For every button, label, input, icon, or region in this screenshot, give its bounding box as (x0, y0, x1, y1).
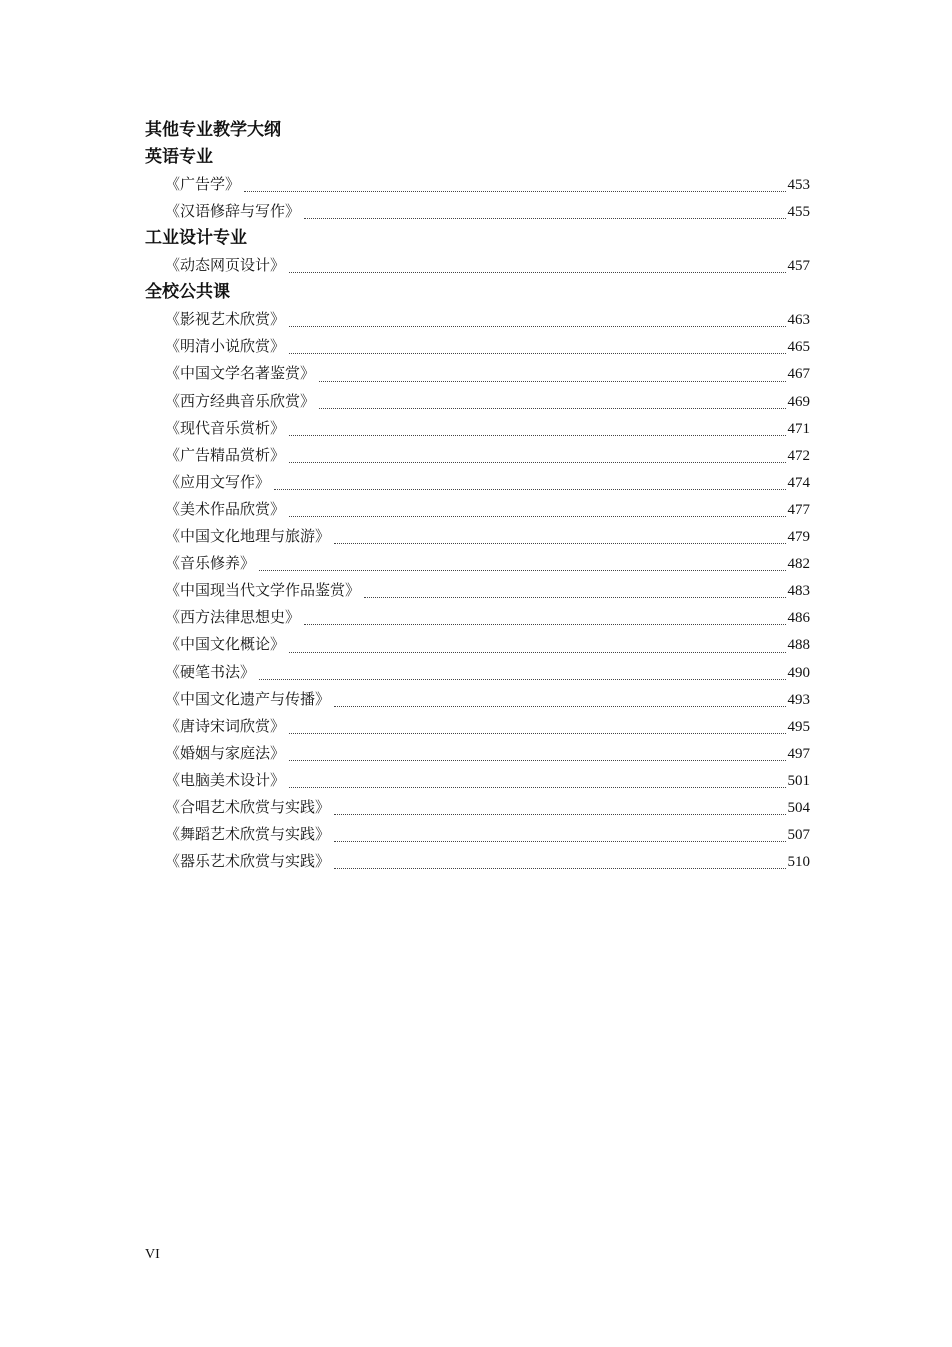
toc-entry-label: 《汉语修辞与写作》 (165, 202, 301, 221)
toc-entry[interactable] (145, 469, 810, 496)
dot-leader (319, 400, 785, 409)
dot-leader (334, 698, 785, 707)
toc-entry[interactable] (145, 306, 810, 333)
toc-entry-page: 477 (787, 501, 810, 518)
dot-leader (304, 616, 785, 625)
toc-entry-page: 482 (787, 556, 810, 573)
dot-leader (364, 589, 785, 598)
toc-entry-label: 《西方法律思想史》 (165, 608, 301, 627)
dot-leader (289, 318, 785, 327)
toc-entry-page: 474 (787, 474, 810, 491)
toc-entry-page: 483 (787, 583, 810, 600)
toc-entry[interactable] (145, 442, 810, 469)
toc-entry-label: 《中国文化遗产与传播》 (165, 689, 331, 708)
toc-entry-label: 《动态网页设计》 (165, 256, 286, 275)
toc-entry-label: 《明清小说欣赏》 (165, 337, 286, 356)
toc-entry[interactable] (145, 821, 810, 848)
toc-entry-page: 455 (787, 204, 810, 221)
toc-entry-page: 495 (787, 718, 810, 735)
dot-leader (289, 264, 785, 273)
toc-entry[interactable] (145, 360, 810, 387)
toc-entry-page: 457 (787, 258, 810, 275)
toc-entry[interactable] (145, 171, 810, 198)
dot-leader (259, 562, 785, 571)
toc-entry-page: 469 (787, 393, 810, 410)
table-of-contents (145, 117, 810, 875)
dot-leader (334, 833, 785, 842)
toc-entry-label: 《应用文写作》 (165, 472, 271, 491)
toc-entry[interactable] (145, 848, 810, 875)
toc-entry[interactable] (145, 198, 810, 225)
toc-entry-page: 493 (787, 691, 810, 708)
toc-entry-label: 《合唱艺术欣赏与实践》 (165, 797, 331, 816)
toc-entry-page: 490 (787, 664, 810, 681)
toc-entry-page: 472 (787, 447, 810, 464)
toc-entry-page: 479 (787, 529, 810, 546)
toc-entry-label: 《西方经典音乐欣赏》 (165, 391, 316, 410)
toc-entry-label: 《现代音乐赏析》 (165, 418, 286, 437)
toc-entry[interactable] (145, 388, 810, 415)
toc-entry[interactable] (145, 415, 810, 442)
toc-entry-label: 《音乐修养》 (165, 554, 256, 573)
toc-entry[interactable] (145, 550, 810, 577)
dot-leader (274, 481, 785, 490)
dot-leader (289, 454, 785, 463)
toc-entry-page: 510 (787, 854, 810, 871)
dot-leader (289, 508, 785, 517)
toc-entry-page: 463 (787, 312, 810, 329)
toc-title: 其他专业教学大纲 (145, 120, 281, 140)
toc-entry-label: 《广告学》 (165, 175, 241, 193)
toc-entry-label: 《电脑美术设计》 (165, 770, 286, 789)
toc-entry-label: 《中国现当代文学作品鉴赏》 (165, 581, 361, 600)
toc-entry-page: 507 (787, 827, 810, 844)
dot-leader (289, 345, 785, 354)
toc-entry-page: 453 (787, 177, 810, 193)
toc-entry-page: 501 (787, 772, 810, 789)
page-number: VI (145, 1247, 160, 1262)
dot-leader (259, 671, 785, 680)
toc-entry-label: 《舞蹈艺术欣赏与实践》 (165, 825, 331, 844)
toc-entry[interactable] (145, 604, 810, 631)
toc-entry-label: 《硬笔书法》 (165, 662, 256, 681)
dot-leader (289, 725, 785, 734)
section-heading: 工业设计专业 (145, 228, 247, 249)
toc-entry[interactable] (145, 740, 810, 767)
toc-entry-label: 《唐诗宋词欣赏》 (165, 716, 286, 735)
dot-leader (334, 535, 785, 544)
toc-entry-label: 《广告精品赏析》 (165, 445, 286, 464)
toc-entry[interactable] (145, 659, 810, 686)
toc-entry-page: 504 (787, 799, 810, 816)
toc-entry[interactable] (145, 496, 810, 523)
section-heading: 全校公共课 (145, 282, 230, 303)
toc-entry-page: 486 (787, 610, 810, 627)
toc-entry[interactable] (145, 794, 810, 821)
toc-entry-page: 471 (787, 420, 810, 437)
toc-entry[interactable] (145, 577, 810, 604)
section-heading: 英语专业 (145, 147, 213, 167)
dot-leader (304, 210, 785, 219)
dot-leader (319, 373, 785, 382)
dot-leader (289, 752, 785, 761)
toc-entry-label: 《器乐艺术欣赏与实践》 (165, 852, 331, 871)
dot-leader (289, 644, 785, 653)
toc-entry-label: 《中国文化概论》 (165, 635, 286, 654)
dot-leader (244, 183, 785, 192)
toc-entry-label: 《中国文化地理与旅游》 (165, 527, 331, 546)
toc-entry-label: 《影视艺术欣赏》 (165, 310, 286, 329)
toc-entry-page: 467 (787, 366, 810, 383)
dot-leader (289, 427, 785, 436)
dot-leader (334, 806, 785, 815)
toc-entry[interactable] (145, 523, 810, 550)
dot-leader (289, 779, 785, 788)
toc-entry-label: 《美术作品欣赏》 (165, 499, 286, 518)
toc-entry[interactable] (145, 631, 810, 658)
toc-entry-label: 《中国文学名著鉴赏》 (165, 364, 316, 383)
toc-entry-page: 488 (787, 637, 810, 654)
toc-entry-page: 465 (787, 339, 810, 356)
toc-entry-label: 《婚姻与家庭法》 (165, 743, 286, 762)
toc-entry-page: 497 (787, 745, 810, 762)
toc-entry[interactable] (145, 252, 810, 279)
toc-entry[interactable] (145, 767, 810, 794)
toc-entry[interactable] (145, 686, 810, 713)
toc-entry[interactable] (145, 713, 810, 740)
dot-leader (334, 860, 785, 869)
toc-entry[interactable] (145, 333, 810, 360)
